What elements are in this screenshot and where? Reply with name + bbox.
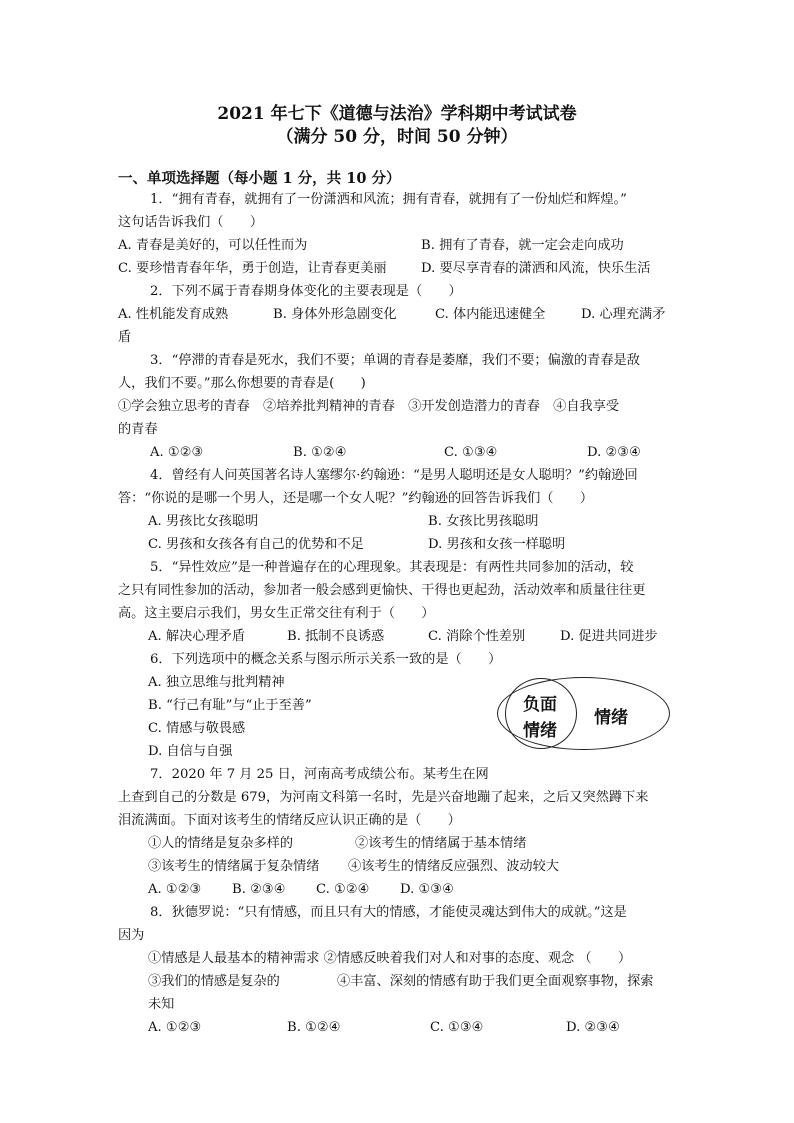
option: B. 拥有了青春，就一定会走向成功 [421, 238, 624, 253]
question-line: 答：“你说的是哪一个男人，还是哪一个女人呢？”约翰逊的回答告诉我们（ ） [118, 491, 594, 506]
option: D. 男孩和女孩一样聪明 [428, 537, 566, 552]
option: C. 体内能迅速健全 [435, 307, 546, 322]
option: A. 独立思维与批判精神 [148, 675, 285, 690]
outer-label: 情绪 [594, 708, 628, 728]
option: B. 女孩比男孩聪明 [428, 514, 539, 529]
option: A. 青春是美好的，可以任性而为 [118, 238, 308, 253]
statement: ②该考生的情绪属于基本情绪 [355, 836, 527, 851]
option: B. 抵制不良诱惑 [287, 629, 385, 644]
statement: 未知 [148, 997, 175, 1012]
option: C. ①②④ [316, 882, 370, 897]
exam-subtitle: （满分 50 分，时间 50 分钟） [276, 127, 518, 147]
statement: ③该考生的情绪属于复杂情绪 [148, 859, 320, 874]
statement: ③我们的情感是复杂的 [148, 974, 280, 989]
question-line: 1．“拥有青春，就拥有了一份潇洒和风流；拥有青春，就拥有了一份灿烂和辉煌。” [150, 192, 627, 207]
question-line: 3．“停滞的青春是死水，我们不要；单调的青春是萎靡，我们不要；偏激的青春是敌 [150, 353, 640, 368]
option: A. ①②③ [150, 445, 204, 460]
exam-title: 2021 年七下《道德与法治》学科期中考试试卷 [217, 104, 577, 124]
statement: ④该考生的情绪反应强烈、波动较大 [348, 859, 559, 874]
question-line: 上查到自己的分数是 679，为河南文科第一名时，先是兴奋地蹦了起来，之后又突然蹲下来 [118, 790, 649, 805]
inner-label-bottom: 情绪 [523, 721, 557, 741]
question-line: 泪流满面。下面对该考生的情绪反应认识正确的是（ ） [118, 813, 461, 828]
option: C. 情感与敬畏感 [148, 721, 246, 736]
question-line: 高。这主要启示我们，男女生正常交往有利于（ ） [118, 606, 435, 621]
inner-label-top: 负面 [523, 695, 557, 715]
option: B. ①②④ [287, 1020, 341, 1035]
question-line: 人，我们不要。”那么你想要的青春是( ) [118, 376, 366, 391]
question-line: 8．狄德罗说：“只有情感，而且只有大的情感，才能使灵魂达到伟大的成就。”这是 [150, 905, 627, 920]
question-line: ①学会独立思考的青春 ②培养批判精神的青春 ③开发创造潜力的青春 ④自我享受 [118, 399, 620, 414]
statement: ④丰富、深刻的情感有助于我们更全面观察事物，探索 [337, 974, 654, 989]
option: 盾 [118, 330, 132, 345]
option: B. ②③④ [232, 882, 286, 897]
question-line: 的青春 [118, 422, 158, 437]
question-line: 6．下列选项中的概念关系与图示所示关系一致的是（ ） [150, 652, 502, 667]
option: D. 促进共同进步 [560, 629, 658, 644]
question-line: 之只有同性参加的活动，参加者一般会感到更愉快、干得也更起劲，活动效率和质量往往更 [118, 583, 646, 598]
statement: ①情感是人最基本的精神需求 ②情感反映着我们对人和对事的态度、观念 （ ） [148, 951, 632, 966]
question-line: 2．下列不属于青春期身体变化的主要表现是（ ） [150, 284, 462, 299]
option: A. 男孩比女孩聪明 [148, 514, 259, 529]
option: B. “行己有耻”与“止于至善” [148, 698, 312, 713]
option: C. 男孩和女孩各有自己的优势和不足 [148, 537, 364, 552]
option: D. ②③④ [587, 445, 641, 460]
option: D. ①③④ [400, 882, 454, 897]
option: A. 解决心理矛盾 [148, 629, 246, 644]
option: D. 心理充满矛 [581, 307, 666, 322]
option: C. 要珍惜青春年华，勇于创造，让青春更美丽 [118, 261, 387, 276]
option: D. ②③④ [566, 1020, 620, 1035]
option: C. ①③④ [430, 1020, 484, 1035]
option: D. 自信与自强 [148, 744, 233, 759]
option: B. ①②④ [293, 445, 347, 460]
option: A. 性机能发育成熟 [118, 307, 229, 322]
statement: ①人的情绪是复杂多样的 [148, 836, 294, 851]
option: D. 要尽享青春的潇洒和风流，快乐生活 [421, 261, 651, 276]
option: B. 身体外形急剧变化 [273, 307, 397, 322]
question-line: 4．曾经有人问英国著名诗人塞缪尔·约翰逊：“是男人聪明还是女人聪明？”约翰逊回 [150, 468, 638, 483]
question-line: 5．“异性效应”是一种普遍存在的心理现象。其表现是：有两性共同参加的活动，较 [150, 560, 634, 575]
option: C. 消除个性差别 [428, 629, 526, 644]
option: C. ①③④ [444, 445, 498, 460]
question-line: 这句话告诉我们（ ） [118, 215, 264, 230]
option: A. ①②③ [148, 882, 202, 897]
question-line: 因为 [118, 928, 145, 943]
section-heading: 一、单项选择题（每小题 1 分，共 10 分） [118, 170, 401, 187]
question-line: 7．2020 年 7 月 25 日，河南高考成绩公布。某考生在网 [150, 767, 489, 782]
option: A. ①②③ [148, 1020, 202, 1035]
